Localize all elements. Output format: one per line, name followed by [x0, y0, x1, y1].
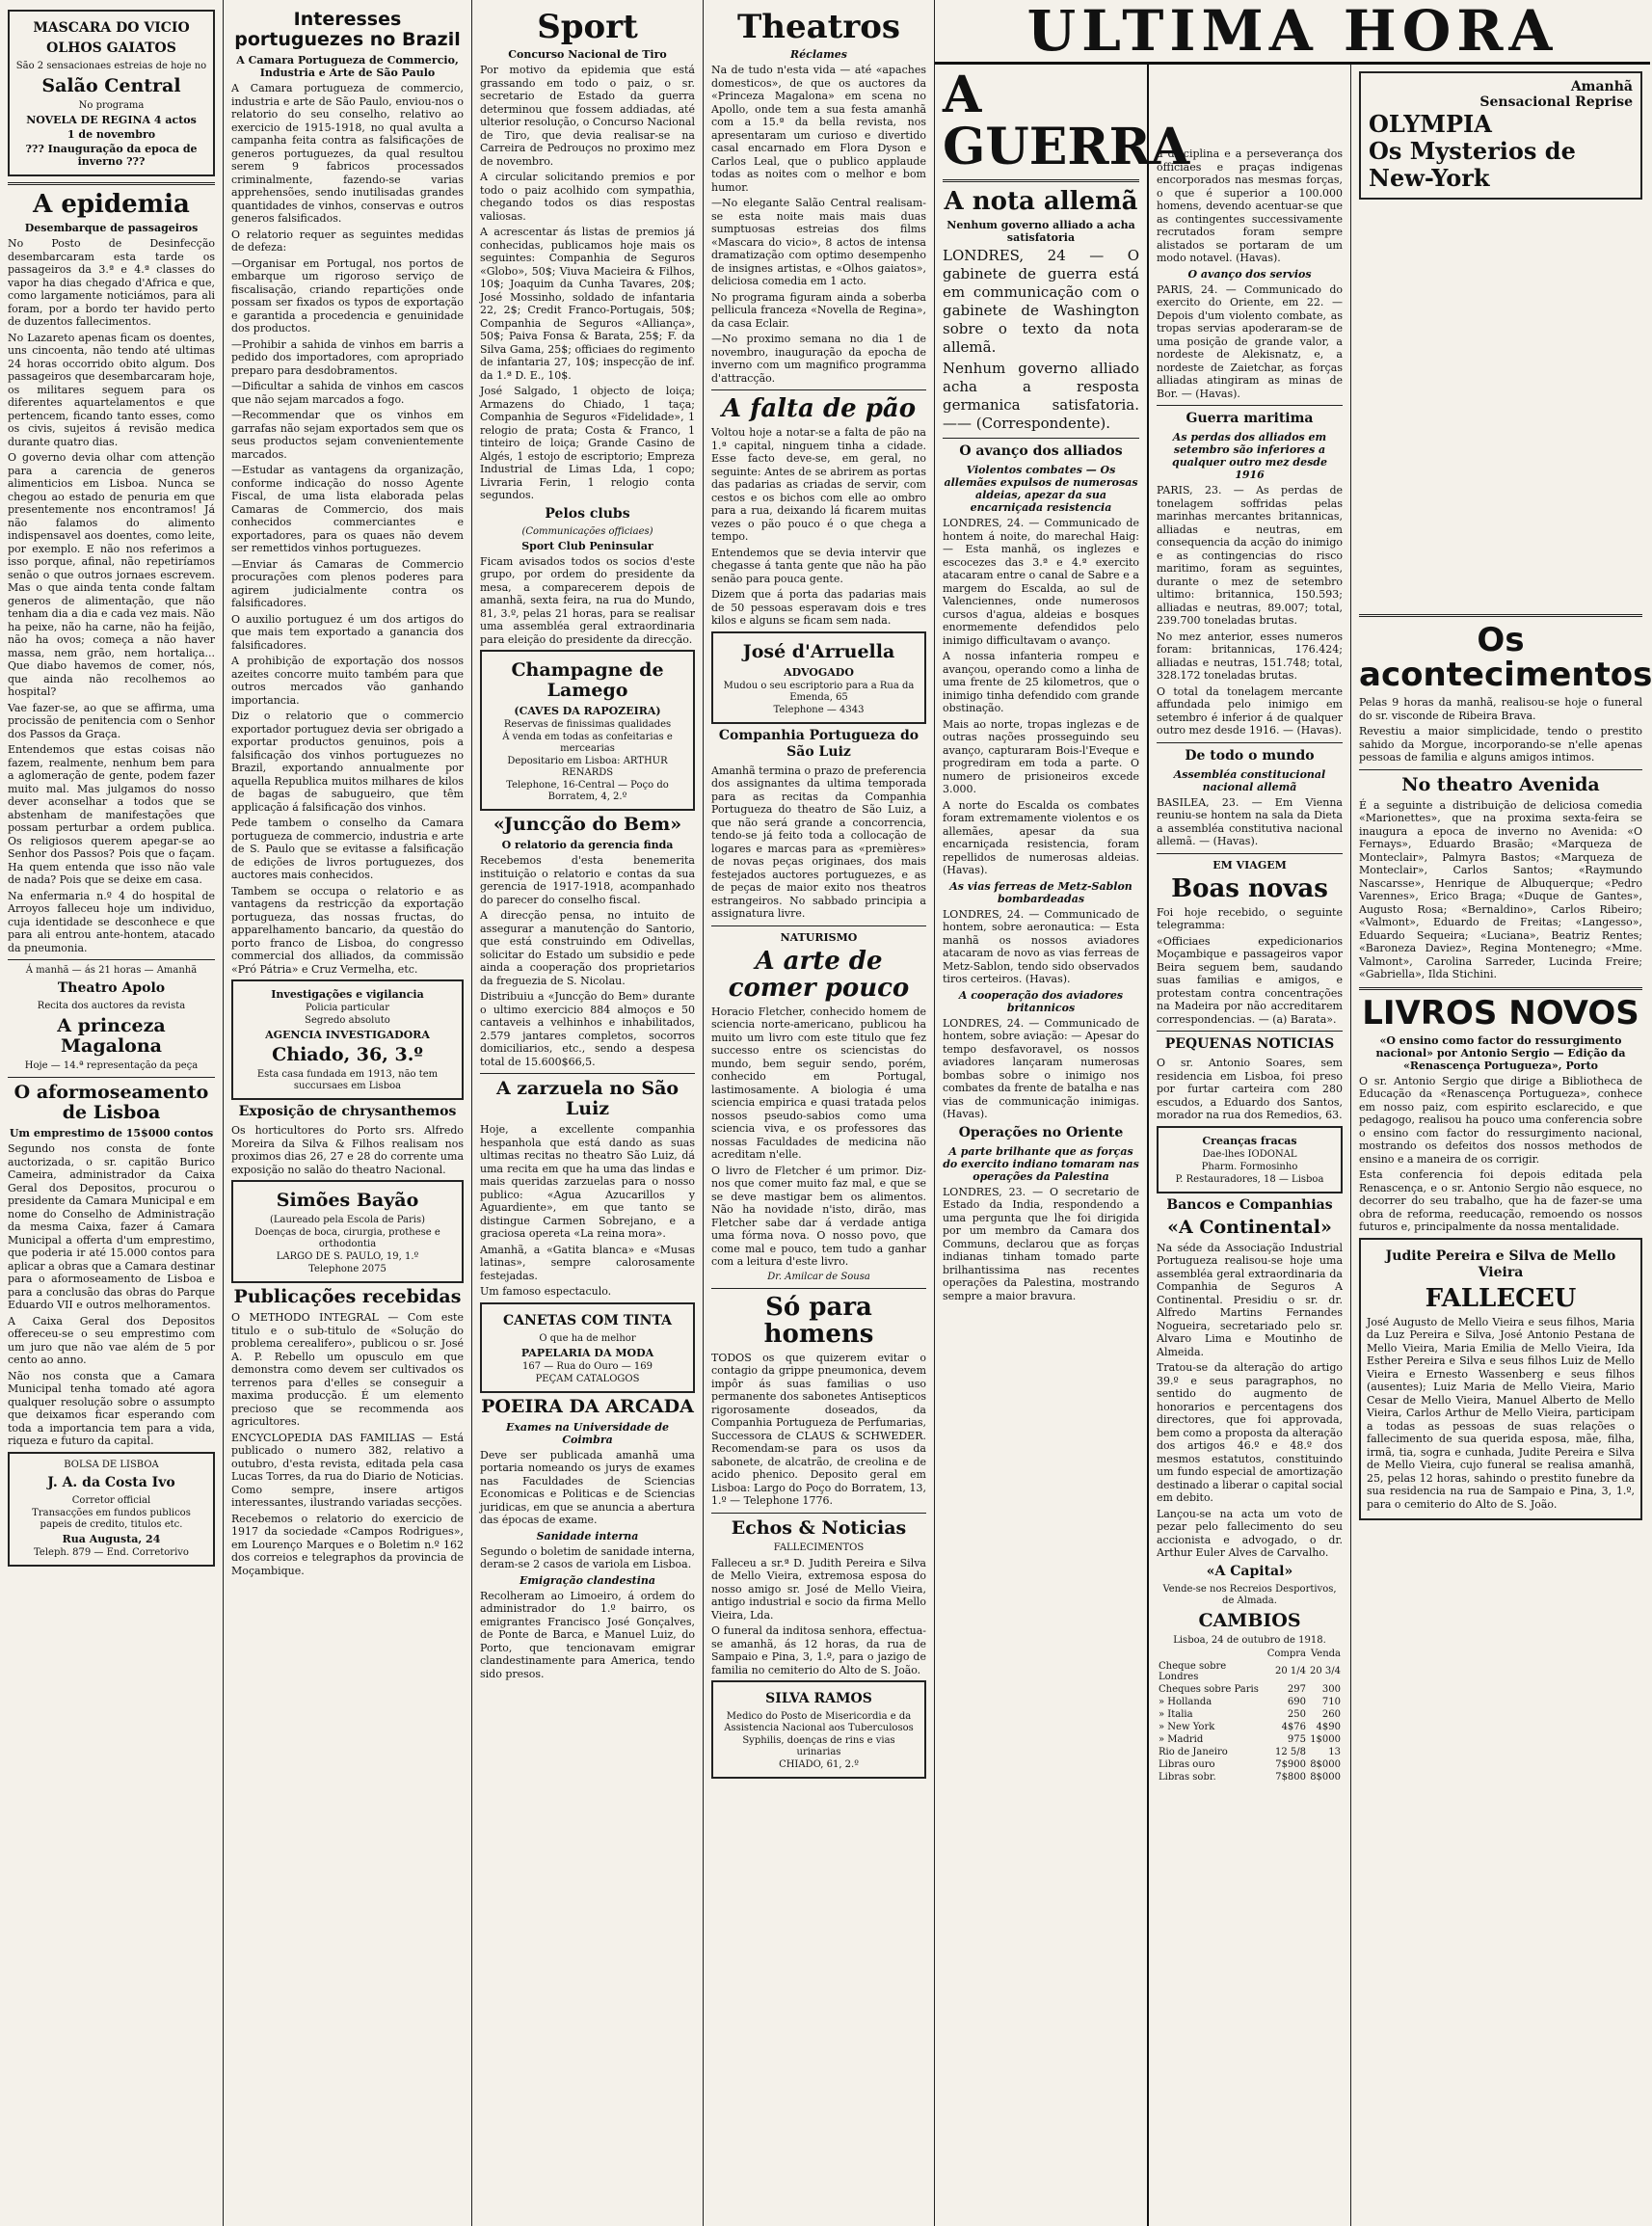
- article-sub-oriente: A parte brilhante que as forças do exercito indiano tomaram nas operações da Palestina: [943, 1144, 1139, 1183]
- cambios-compra: 7$800: [1275, 1771, 1307, 1783]
- article-title-vias: As vias ferreas de Metz-Sablon bombardeadas: [949, 879, 1132, 905]
- cambios-venda: 8$000: [1310, 1771, 1341, 1783]
- canetas-l3: 167 — Rua do Ouro — 169: [521, 1360, 653, 1372]
- paragraph: Ficam avisados todos os socios d'este grupo, por ordem do presidente da mesa, a comparecerem depois de amanhã, sexta feira, na rua do Mundo, 81, 3.º, pelas 21 horas, para se realisar uma assembléa geral extraordinaria para eleição do presidente da direcção.: [480, 554, 695, 646]
- paragraph: A Camara portugueza de commercio, industria e arte de São Paulo, enviou-nos o relatorio do seu conselho, relativo ao exercicio de 1915-1918, no qual avulta a campanha feita contra as falsificações de generos portuguezes, da qual resultou serem 9 fabricos processados criminalmente, fazendo-se varias apprehensões, sendo inutilisadas grandes quantidades de vinhos, conservas e outros generos falsificados.: [231, 82, 464, 225]
- ad-line: São 2 sensacionaes estreias de hoje no: [15, 61, 207, 71]
- cambios-row: [1157, 1758, 1343, 1771]
- article-title-aformoseamento: O aformoseamento de Lisboa: [13, 1082, 209, 1123]
- paragraph: Voltou hoje a notar-se a falta de pão na 1.ª capital, ninguem tinha a cidade. Esse facto deve-se, em geral, no seguinte: Antes de se abrirem as portas das padarias as criadas de servir, com cestos e os bichos com elle ao ombro para a rua, deixando lá ficarem muitas vezes o pão pouco é o que chega a tempo.: [711, 426, 926, 543]
- paragraph: A acrescentar ás listas de premios já conhecidas, publicamos hoje mais os seguintes: Companhia de Seguros «Globo», 50$; Viuva Macieira & Filhos, 10$; Joaquim da Cunha Tavares, 20$; José Mossinho, soldado de infantaria 22, 2$; Credit Franco-Portugais, 50$; Companhia de Seguros «Alliança», 50$; Paiva Fonsa & Barata, 25$; F. da Silva Gama, 25$; officiaes do regimento de infantaria 27, 10$; inspecção de inf. da 1.ª D. E., 10$.: [480, 226, 695, 382]
- paragraph: —No elegante Salão Central realisam-se esta noite mais mais duas sumptuosas estreias dos films «Mascara do vicio», 8 actos de intensa dramatização com optimo desempenho de insignes artistas, e «Olhos gaiatos», deliciosa comedia em 1 acto.: [711, 197, 926, 287]
- ad-simoes-bayao: [231, 1180, 464, 1283]
- article-sub-juncao: O relatorio da gerencia finda: [501, 839, 674, 851]
- article-title-arte-comer: A arte de comer pouco: [728, 946, 910, 1003]
- bolsa-head: BOLSA DE LISBOA: [64, 1459, 159, 1470]
- poeira-h3: Emigração clandestina: [519, 1573, 656, 1587]
- arruella-l2: Telephone — 4343: [773, 704, 865, 715]
- cambios-label: Libras ouro: [1159, 1758, 1215, 1770]
- apolo-name: Theatro Apolo: [57, 980, 166, 996]
- paragraph: Na de tudo n'esta vida — até «apaches domesticos», de que os auctores da «Princeza Magalona» em scena no Apollo, onde tem a sua festa amanhã com a 15.ª da bella revista, nos apresentaram um curioso e divertido casal encarnado em Flora Dyson e Carlos Leal, que o publico applaude todas as noites com o melhor e bom humor.: [711, 64, 926, 194]
- paragraph: Por motivo da epidemia que está grassando em todo o paiz, o sr. secretario de Estado da guerra determinou que fossem addiadas, até ulterior resolução, o Concurso Nacional de Tiro, que devia realisar-se na Carreira de Pedrouços no proximo mez de novembro.: [480, 64, 695, 168]
- section-title-sport: Sport: [537, 8, 638, 46]
- champagne-title: Champagne de Lamego: [511, 659, 664, 701]
- section-title-theatros: Theatros: [736, 8, 901, 46]
- article-sub-mundo: Assembléa constitucional nacional allemã: [1173, 767, 1326, 793]
- investig-l4: Chiado, 36, 3.º: [272, 1044, 423, 1065]
- paragraph: —Dificultar a sahida de vinhos em cascos que não sejam marcados a fogo.: [231, 380, 464, 406]
- apolo-play: A princeza Magalona: [57, 1015, 166, 1057]
- article-title-mundo: De todo o mundo: [1185, 747, 1315, 764]
- bolsa-name: J. A. da Costa Ivo: [47, 1474, 175, 1490]
- article-title-avenida: No theatro Avenida: [1401, 773, 1600, 795]
- paragraph: Foi hoje recebido, o seguinte telegramma:: [1157, 905, 1343, 931]
- article-sub-nota: Nenhum governo alliado a acha satisfatoria: [946, 219, 1135, 244]
- cambios-compra: 975: [1287, 1733, 1307, 1745]
- article-sub-epidemia: Desembarque de passageiros: [24, 222, 199, 234]
- obituary-word: FALLECEU: [1425, 1283, 1577, 1313]
- paragraph: a disciplina e a perseverança dos officiaes e praças indigenas encorporados nas mesmas forças, o que é superior a 100.000 homens, devendo acentuar-se que as contingentes successivamente recrutados foram sempre alistados se portaram de um modo notavel. (Havas).: [1157, 148, 1343, 264]
- apolo-lead: Á manhã — ás 21 horas — Amanhã: [25, 965, 198, 976]
- paragraph: Esta conferencia foi depois editada pela Renascença, e o sr. Antonio Sergio não esquece, no decorrer do seu trabalho, que ha de fazer-se uma obra de reforma, reeducação, remoendo os nossos futuros e, principalmente da nossa mentalidade.: [1359, 1168, 1642, 1233]
- ad-champagne: [480, 650, 695, 811]
- paragraph: Recebemos o relatorio do exercicio de 1917 da sociedade «Campos Rodrigues», em Lourenço Marques e o Boletim n.º 162 dos correios e telegraphos da provincia de Moçambique.: [231, 1512, 464, 1577]
- echos-sub: FALLECIMENTOS: [773, 1542, 865, 1553]
- investig-l1: Policia particular: [305, 1003, 390, 1013]
- pelos-clubs-note: (Communicações officiaes): [521, 525, 653, 537]
- paragraph: Segundo o boletim de sanidade interna, deram-se 2 casos de variola em Lisboa.: [480, 1544, 695, 1570]
- cambios-row: [1157, 1660, 1343, 1683]
- apolo-line: Hoje — 14.ª representação da peça: [24, 1060, 199, 1071]
- pelos-clubs-club: Sport Club Peninsular: [521, 539, 653, 552]
- cambios-venda: 4$90: [1316, 1721, 1341, 1732]
- paragraph: Mais ao norte, tropas inglezas e de outras nações prosseguindo seu avanço, capturaram Bois-l'Eveque e progrediram em toda a parte. O numero de prisioneiros excede 3.000.: [943, 717, 1139, 795]
- paragraph: No Lazareto apenas ficam os doentes, uns cincoenta, não tendo até ultimas 24 horas occorrido obito algum. Dos passageiros que desembarcaram hoje, os militares seguem para os diferentes aquartelamentos e que pertencem, ficando tanto esses, como os civis, sujeitos á revisão medica durante quatro dias.: [8, 331, 215, 448]
- investig-l5: Esta casa fundada em 1913, não tem succursaes em Lisboa: [256, 1069, 439, 1091]
- paragraph: «Officiaes expedicionarios Moçambique e passageiros vapor Beira seguem bem, saudando suas familias e amigos, e protestam contra concentrações na Madeira por não accreditarem correspondencias. — (a) Barata».: [1157, 934, 1343, 1026]
- article-title-bancos: Bancos e Companhias: [1166, 1196, 1333, 1213]
- canetas-l2: PAPELARIA DA MODA: [520, 1346, 654, 1359]
- paragraph: Distribuiu a «Juncção do Bem» durante o ultimo exercicio 884 almoços e 50 cantaveis a velhinhos e inhabilitados, 2.579 jantares completos, socorros domiciliarios, etc., sendo a despesa total de 15.600$66,5.: [480, 990, 695, 1068]
- cambios-label: » Italia: [1159, 1708, 1193, 1720]
- cambios-label: » Hollanda: [1159, 1696, 1212, 1707]
- cambios-row: [1157, 1683, 1343, 1696]
- paragraph: No programa figuram ainda a soberba pellicula franceza «Novella de Regina», da casa Eclair.: [711, 290, 926, 330]
- cambios-table: [1157, 1648, 1343, 1783]
- paragraph: Diz o relatorio que o commercio exportador portuguez devia ser obrigado a exportar productos genuinos, pois a falsificação dos vinhos portuguezes no Brazil, exportando annualmente por aquella Republica muitos milhares de kilos de bagas de sabugueiro, que têm applicação á falsificação dos vinhos.: [231, 710, 464, 814]
- cambios-compra: 250: [1287, 1708, 1307, 1720]
- poeira-h1: Exames na Universidade de Coimbra: [505, 1420, 670, 1446]
- cambios-head-compra: Compra: [1266, 1648, 1307, 1659]
- cambios-compra: 7$900: [1275, 1758, 1307, 1770]
- ad-venue: Salão Central: [41, 75, 181, 96]
- paragraph: Horacio Fletcher, conhecido homem de sciencia norte-americano, publicou ha muito um livro com este titulo que fez successo entre os sciencistas do mundo, bem seguir sendo, porém, conhecido em Portugal, lastimosamente. A biologia é uma sciencia empirica e quasi tratada pelos nossos pseudo-sabios como uma sciencia viva, e os professores das nossas Faculdades de medicina não acreditam n'elle.: [711, 1005, 926, 1161]
- article-sub-aformoseamento: Um emprestimo de 15$000 contos: [9, 1127, 214, 1140]
- article-title-publicacoes: Publicações recebidas: [233, 1286, 462, 1307]
- cambios-venda: 1$000: [1310, 1733, 1341, 1745]
- cambios-row: [1157, 1708, 1343, 1721]
- paragraph: O METHODO INTEGRAL — Com este titulo e o sub-titulo de «Solução do problema cerealifero», publicou o sr. José A. P. Rebello um opusculo em que demonstra como devem ser cultivados os terrenos para d'elles se conseguir a maxima producção. É um elemento precioso que se recommenda aos agricultores.: [231, 1311, 464, 1428]
- article-title-sao-luiz: Companhia Portugueza do São Luiz: [718, 727, 919, 760]
- naturismo-author: Dr. Amilcar de Sousa: [767, 1271, 870, 1282]
- bolsa-addr: Rua Augusta, 24: [62, 1532, 161, 1545]
- paragraph: ENCYCLOPEDIA DAS FAMILIAS — Está publicado o numero 382, relativo a outubro, d'esta revista, editada pela casa Lucas Torres, da rua do Diario de Noticias. Como sempre, insere artigos interessantes, ilustrando variadas secções.: [231, 1431, 464, 1509]
- cambios-row: [1157, 1696, 1343, 1708]
- cambios-label: Libras sobr.: [1159, 1771, 1216, 1783]
- cambios-label: » New York: [1159, 1721, 1215, 1732]
- paragraph: Nenhum governo alliado acha a resposta germanica satisfatoria. —— (Correspondente).: [943, 360, 1139, 432]
- paragraph: Segundo nos consta de fonte auctorizada, o sr. capitão Burico Cameira, administrador da Caixa Geral dos Depositos, procurou o presidente da Camara Municipal e em nome do Conselho de Administração da mesma Caixa, fazer á Camara Municipal a offerta d'um emprestimo, que poderia ir até 15.000 contos para aplicar a obras que a Camara destinar para o aformoseamento de Lisboa e para a conclusão das obras do Parque Eduardo VII e outros melhoramentos.: [8, 1142, 215, 1311]
- article-title-chrysanthemos: Exposição de chrysanthemos: [238, 1104, 457, 1119]
- paragraph: Um famoso espectaculo.: [480, 1285, 612, 1298]
- cambios-date: Lisboa, 24 de outubro de 1918.: [1173, 1634, 1326, 1646]
- simoes-name: Simões Bayão: [276, 1190, 419, 1211]
- paragraph: Lançou-se na acta um voto de pezar pelo fallecimento do seu accionista e advogado, o dr. Arthur Euler Alves de Carvalho.: [1157, 1507, 1343, 1559]
- champagne-sub: (CAVES DA RAPOZEIRA): [514, 705, 661, 717]
- cambios-compra: 12 5/8: [1275, 1746, 1307, 1757]
- apolo-note: Recita dos auctores da revista: [37, 1001, 186, 1011]
- paragraph: BASILEA, 23. — Em Vienna reuniu-se hontem na sala da Dieta a assembléa constitutiva nacional allemã. — (Havas).: [1157, 795, 1343, 847]
- paragraph: A Caixa Geral dos Depositos offereceu-se o seu emprestimo com um juro que não vae além de 5 por cento ao anno.: [8, 1314, 215, 1366]
- paragraph: Deve ser publicada amanhã uma portaria nomeando os jurys de exames nas Faculdades de Sciencias Economicas e Politicas e de Sciencias juridicas, em que se anuncia a abertura das épocas de exame.: [480, 1448, 695, 1526]
- cambios-label: Cheques sobre Paris: [1159, 1683, 1259, 1695]
- ad-novela: NOVELA DE REGINA 4 actos: [26, 114, 197, 126]
- cambios-title: CAMBIOS: [1198, 1609, 1301, 1631]
- paragraph: —Prohibir a sahida de vinhos em barris a pedido dos importadores, com apropriado preparo para desdobramentos.: [231, 337, 464, 377]
- ad-silva-ramos: [711, 1680, 926, 1779]
- champagne-l2: Á venda em todas as confeitarias e mercearias: [502, 732, 673, 754]
- paragraph: TODOS os que quizerem evitar o contagio da grippe pneumonica, devem impôr ás suas familias o uso permanente dos sabonetes Antisepticos rigorosamente doseados, da Companhia Portugueza de Perfumarias, Successora de CLAUS & SCHWEDER. Recomendam-se para os usos da sabonete, de alcatrão, de creolina e de acido phenico. Deposito geral em Lisboa: Largo do Poço do Borratem, 13, 1.º — Telephone 1776.: [711, 1351, 926, 1507]
- paragraph: Não nos consta que a Camara Municipal tenha tomado até agora qualquer resolução sobre o assumpto que deixamos ficar esperando com toda a importancia tem para a vida, riqueza e futuro da capital.: [8, 1369, 215, 1447]
- paragraph: —Organisar em Portugal, nos portos de embarque um rigoroso serviço de fiscalisação, criando repartições onde possam ser fixados os typos de exportação e garantida a procedencia e genuinidade dos productos.: [231, 256, 464, 335]
- article-title-juncao: «Juncção do Bem»: [493, 814, 682, 835]
- column-3: [472, 0, 704, 2226]
- paragraph: O funeral da inditosa senhora, effectua-se amanhã, ás 12 horas, da rua de Sampaio e Pina, 3, 1.º, para o jazigo de familia no cemiterio do Alto de S. João.: [711, 1624, 926, 1676]
- simoes-l3: LARGO DE S. PAULO, 19, 1.º: [276, 1251, 419, 1262]
- paragraph: A prohibição de exportação dos nossos azeites concorre muito também para que outros mercados vão ganhando importancia.: [231, 655, 464, 707]
- ad-salao-central: [8, 10, 215, 176]
- arruella-role: ADVOGADO: [784, 665, 854, 679]
- masthead-title: ULTIMA HORA: [1026, 0, 1559, 64]
- article-title-homens: Só para homens: [763, 1292, 874, 1349]
- paragraph: O governo devia olhar com attenção para a carencia de generos alimenticios em Lisboa. Nunca se chegou ao estado de penuria em que presentemente nos encontramos! Já não falamos do alimento indispensavel aos doentes, como leite, por exemplo. E não nos referimos a isso porque, afinal, não repetiríamos senão o que outros jornaes escrevem. Mas o que ainda tenta conde faltam generos de alimentação, que não tenham dia a dia e cada vez mais. Não ha peixe, não ha carne, não ha feijão, não ha ovos; começa a não haver massa, nem grão, nem hortaliça... Que diabo havemos de comer, nós, que ainda não recolhemos ao hospital?: [8, 451, 215, 698]
- theatros-reclames: Réclames: [790, 48, 847, 61]
- ad-inauguration: ??? Inauguração da epoca de inverno ???: [25, 143, 198, 168]
- paragraph: Na séde da Associação Industrial Portugueza realisou-se hoje uma assembléa geral extraordinaria da Companhia de Seguros A Continental. Presidiu o sr. dr. Alfredo Martins Fernandes Nogueira, secretariado pelo sr. Alvaro Lima e Moutinho de Almeida.: [1157, 1241, 1343, 1358]
- paragraph: No mez anterior, esses numeros foram: britannicas, 176.424; alliadas e neutras, 151.748; total, 328.172 toneladas brutas.: [1157, 630, 1343, 682]
- ad-canetas: [480, 1302, 695, 1393]
- simoes-l2: Doenças de boca, cirurgia, prothese e orthodontia: [254, 1227, 440, 1249]
- masthead: [935, 0, 1650, 65]
- paragraph: Amanhã, a «Gatita blanca» e «Musas latinas», sempre calorosamente festejadas.: [480, 1243, 695, 1282]
- paragraph: —Estudar as vantagens da organização, conforme indicação do nosso Agente Fiscal, de uma lista elaborada pelas Camaras de Commercio, dos mais conhecidos commerciantes e exportadores, para os quaes não devem ser remettidos vinhos portuguezes.: [231, 464, 464, 554]
- obituary-name: Judite Pereira e Silva de Mello Vieira: [1385, 1247, 1616, 1280]
- olympia-right: [1479, 79, 1633, 110]
- ad-creancas: [1157, 1126, 1343, 1193]
- cambios-venda: 13: [1328, 1746, 1341, 1757]
- paragraph: Dizem que á porta das padarias mais de 50 pessoas esperavam dois e tres kilos e alguns se ficam sem nada.: [711, 588, 926, 627]
- paragraph: A nossa infanteria rompeu e avançou, operando como a linha de uma frente de 25 kilometros, que o inimigo tinha defendido com grande obstinação.: [943, 650, 1139, 714]
- ad-investigacoes: [231, 979, 464, 1100]
- article-title-coop: A cooperação dos aviadores britannicos: [958, 988, 1124, 1014]
- article-sub-maritima: As perdas dos alliados em setembro são inferiores a qualquer outro mez desde 1916: [1172, 431, 1327, 481]
- paragraph: Revestiu a maior simplicidade, tendo o prestito sahido da Morgue, incorporando-se n'elle apenas pessoas de familia e alguns amigos intimos.: [1359, 725, 1642, 764]
- paragraph: Amanhã termina o prazo de preferencia dos assignantes da ultima temporada para as recitas da Companhia Portugueza do theatro de São Luiz, a que não será grande a concorrencia, tendo-se já feito toda a collocação de logares e marcas para as «premières» de novas peças originaes, dos mais festejados auctores portuguezes, e as de peças de maior exito nos theatros estrangeiros. No sabbado principia a assignatura livre.: [711, 764, 926, 920]
- cambios-compra: 690: [1287, 1696, 1307, 1707]
- cambios-compra: 20 1/4: [1275, 1666, 1307, 1676]
- paragraph: LONDRES, 24. — Communicado de hontem á noite, do marechal Haig: — Esta manhã, os inglezes e escocezes das 3.ª e 4.ª exercito atacaram entre o canal de Sabre e a margem do Escalda, ao sul de Valenciennes, onde numerosos cursos d'agua, aldeias e bosques enormemente defendidos pelo inimigo difficultavam o avanço.: [943, 517, 1139, 647]
- paragraph: Tratou-se da alteração do artigo 39.º e seus paragraphos, no sentido do augmento de honorarios e percentagens dos directores, que foi approvada, bem como a proposta da alteração dos artigos 46.º e 48.º dos mesmos estatutos, constituindo um fundo especial de amortização destinado a liberar o capital social em debito.: [1157, 1361, 1343, 1504]
- capital-title: «A Capital»: [1206, 1563, 1293, 1579]
- canetas-l1: O que ha de melhor: [539, 1332, 636, 1344]
- paragraph: A direcção pensa, no intuito de assegurar a manutenção do Santorio, que está construindo em Odivellas, solicitar do Estado um subsidio e pede ainda a cooperação dos proprietarios da freguezia de S. Nicolau.: [480, 909, 695, 987]
- section-title-guerra: A GUERRA: [943, 66, 1190, 176]
- paragraph: Pelas 9 horas da manhã, realisou-se hoje o funeral do sr. visconde de Ribeira Brava.: [1359, 696, 1642, 722]
- paragraph: Na enfermaria n.º 4 do hospital de Arroyos falleceu hoje um individuo, cuja identidade se desconhece e que para ali entrou ante-hontem, atacado da pneumonia.: [8, 889, 215, 954]
- obituary-judite: [1359, 1238, 1642, 1521]
- silva-ramos-l1: Medico do Posto de Misericordia e da Assistencia Nacional aos Tuberculosos: [724, 1711, 914, 1733]
- investig-l2: Segredo absoluto: [305, 1015, 390, 1026]
- article-title-avanco: O avanço dos alliados: [959, 443, 1123, 459]
- paragraph: O total da tonelagem mercante affundada pelo inimigo em setembro é inferior á de qualquer outro mez desde 1916. — (Havas).: [1157, 684, 1343, 737]
- ad-bolsa: [8, 1452, 215, 1567]
- paragraph: Pede tambem o conselho da Camara portugueza de commercio, industria e arte de S. Paulo que se evitasse a falsificação de edições de livros portuguezes, dos auctores mais conhecidos.: [231, 817, 464, 881]
- bolsa-line: Transacções em fundos publicos papeis de credito, titulos etc.: [32, 1507, 191, 1530]
- cambios-venda: 20 3/4: [1310, 1666, 1342, 1676]
- column-4: [704, 0, 935, 2226]
- champagne-l4: Telephone, 16-Central — Poço do Borratem, 4, 2.º: [506, 780, 669, 802]
- creancas-l1: Dae-lhes IODONAL: [1202, 1148, 1297, 1160]
- ad-olympia: [1359, 71, 1642, 200]
- article-sub-avanco: Violentos combates — Os allemães expulsos de numerosas aldeias, apezar da sua encarniçada resistencia: [944, 464, 1138, 514]
- ad-date: 1 de novembro: [67, 128, 156, 141]
- paragraph: O livro de Fletcher é um primor. Diz-nos que comer muito faz mal, e que se se deve mastigar bem os alimentos. Não ha novidade n'isto, dirão, mas Fletcher sabe dar á verdade antiga uma fórma nova. O nosso povo, que come mal e pouco, tem tudo a ganhar com a leitura d'este livro.: [711, 1164, 926, 1268]
- paragraph: LONDRES, 24 — O gabinete de guerra está em communicação com o gabinete de Washington sobre o texto da nota allemã.: [943, 247, 1139, 356]
- cambios-row: [1157, 1746, 1343, 1758]
- paragraph: O sr. Antonio Soares, sem residencia em Lisboa, foi preso por furtar carteira com 280 escudos, a Eduardo dos Santos, morador na rua dos Remedios, 63.: [1157, 1057, 1343, 1121]
- paragraph: Falleceu a sr.ª D. Judith Pereira e Silva de Mello Vieira, extremosa esposa do nosso amigo sr. José de Mello Vieira, antigo industrial e socio da firma Mello Vieira, Lda.: [711, 1556, 926, 1622]
- article-title-nota: A nota allemã: [944, 187, 1138, 216]
- paragraph: PARIS, 24. — Communicado do exercito do Oriente, em 22. — Depois d'um violento combate, as tropas servias apoderaram-se de uma posição de grande valor, a nordeste de Alekisnatz, e, a nordeste de Zaietchar, as forças alliadas atingiram as minas de Bor. — (Havas).: [1157, 282, 1343, 400]
- investig-title: Investigações e vigilancia: [271, 988, 424, 1001]
- paragraph: LONDRES, 23. — O secretario de Estado da India, respondendo a uma pergunta que lhe foi dirigida por um membro da Camara dos Communs, declarou que as forças indianas tinham tomado parte brilhantissima nas recentes operações da Palestina, mostrando sempre a maior bravura.: [943, 1185, 1139, 1302]
- creancas-title: Creanças fracas: [1202, 1134, 1297, 1147]
- poeira-h2: Sanidade interna: [536, 1529, 639, 1542]
- paragraph: Os horticultores do Porto srs. Alfredo Moreira da Silva & Filhos realisam nos proximos dias 26, 27 e 28 do corrente uma exposição no salão do theatro Nacional.: [231, 1124, 464, 1176]
- silva-ramos-l3: CHIADO, 61, 2.º: [779, 1759, 859, 1770]
- champagne-l3: Depositario em Lisboa: ARTHUR RENARDS: [507, 756, 668, 778]
- pelos-clubs-title: Pelos clubs: [545, 505, 630, 522]
- ad-title-1: MASCARA DO VICIO: [33, 20, 190, 36]
- column-2: [224, 0, 472, 2226]
- ad-prog-label: No programa: [78, 100, 145, 111]
- article-title-oriente: Operações no Oriente: [958, 1124, 1124, 1140]
- bolsa-tel: Teleph. 879 — End. Corretorivo: [34, 1546, 189, 1558]
- livros-sub: «O ensino como factor do ressurgimento nacional» por Antonio Sergio — Edição da «Renascença Portugueza», Porto: [1375, 1033, 1626, 1072]
- cambios-venda: 300: [1321, 1683, 1341, 1695]
- paragraph: —Enviar ás Camaras de Commercio procurações com plenos poderes para agirem judicialmente contra os falsificadores.: [231, 557, 464, 609]
- capital-line: Vende-se nos Recreios Desportivos, de Almada.: [1162, 1583, 1337, 1606]
- simoes-l4: Telephone 2075: [308, 1264, 386, 1274]
- article-title-interesses: Interesses portuguezes no Brazil: [234, 9, 461, 50]
- paragraph: —No proximo semana no dia 1 de novembro, inauguração da epocha de inverno com um magnifico programma d'attracção.: [711, 333, 926, 385]
- cambios-venda: 710: [1321, 1696, 1341, 1707]
- olympia-r2: Sensacional Reprise: [1479, 94, 1633, 110]
- ad-arruella: [711, 631, 926, 724]
- paragraph: José Augusto de Mello Vieira e seus filhos, Maria da Luz Pereira e Silva, José Antonio Pestana de Mello Vieira, Maria Emilia de Mello Vieira, Ida Esther Pereira e Silva e seus filhos Luiz de Mello Vieira e Ernesto Wassenberg e seus filhos (ausentes); Luiz Maria de Mello Vieira, Mario Cesar de Mello Vieira, Manuel Alberto de Mello Vieira, Carlos Arthur de Mello Vieira, participam a todas as pessoas de suas relações o fallecimento de sua querida esposa, mãe, filha, irmã, tia, sogra e cunhada, Judite Pereira e Silva de Mello Vieira, cujo funeral se realisa amanhã, 25, pelas 12 horas, sahindo o prestito funebre da sua residencia na rua de Sampaio e Pina, 3, 1.º, para o cemiterio do Alto de S. João.: [1367, 1315, 1635, 1511]
- article-title-epidemia: A epidemia: [33, 190, 190, 219]
- cambios-row: [1157, 1721, 1343, 1733]
- paragraph: Tambem se occupa o relatorio e as vantagens da restricção da exportação portugueza, das nossas fructas, do apparelhamento bancario, da questão do porto franco de Lisboa, do congresso commercial dos alliados, da commissão «Pró Pátria» e Cruz Vermelha, etc.: [231, 884, 464, 976]
- cambios-row: [1157, 1771, 1343, 1783]
- naturismo-label: NATURISMO: [780, 930, 858, 944]
- article-title-zarzuela: A zarzuela no São Luiz: [495, 1078, 679, 1119]
- article-sub-interesses: A Camara Portugueza de Commercio, Industria e Arte de São Paulo: [236, 54, 459, 79]
- cambios-label: Cheque sobre Londres: [1159, 1660, 1227, 1682]
- olympia-name: OLYMPIA: [1369, 110, 1492, 138]
- champagne-l1: Reservas de finissimas qualidades: [503, 719, 672, 730]
- viagem-label: EM VIAGEM: [1212, 858, 1287, 872]
- silva-ramos-l2: Syphilis, doenças de rins e vias urinarias: [742, 1735, 895, 1757]
- article-title-pequenas: PEQUENAS NOTICIAS: [1164, 1036, 1335, 1052]
- column-7: [1351, 0, 1650, 2226]
- section-title-livros: LIVROS NOVOS: [1362, 993, 1639, 1033]
- article-title-boas-novas: Boas novas: [1171, 873, 1328, 903]
- canetas-l4: PEÇAM CATALOGOS: [535, 1373, 640, 1384]
- paragraph: Hoje, a excellente companhia hespanhola que está dando as suas ultimas recitas no theatro São Luiz, dá uma recita em que ha uma das lindas e mais queridas zarzuelas para o nosso publico: «Agua Azucarillos y Aguardiente», em que tanto se distingue Carmen Sobrejano, e a graciosa opereta «La reina mora».: [480, 1123, 695, 1240]
- paragraph: Recolheram ao Limoeiro, á ordem do administrador do 1.º bairro, os emigrantes Francisco José Gonçalves, de Ponte de Barca, e Manuel Luiz, do Porto, que tencionavam emigrar clandestinamente para America, tendo sido presos.: [480, 1589, 695, 1680]
- column-1: [0, 0, 224, 2226]
- paragraph: Recebemos d'esta benemerita instituição o relatorio e contas da sua gerencia de 1917-1918, acompanhado do parecer do conselho fiscal.: [480, 854, 695, 906]
- ad-title-2: OLHOS GAIATOS: [46, 40, 176, 56]
- column-6: [1149, 0, 1351, 2226]
- section-title-echos: Echos & Noticias: [731, 1516, 907, 1539]
- silva-ramos-name: SILVA RAMOS: [765, 1691, 872, 1706]
- cambios-head-venda: Venda: [1310, 1648, 1341, 1659]
- article-title-maritima: Guerra maritima: [1186, 411, 1314, 426]
- cambios-compra: 4$76: [1281, 1721, 1307, 1732]
- olympia-title: Os Mysterios de New-York: [1369, 137, 1576, 192]
- cambios-label: Rio de Janeiro: [1159, 1746, 1228, 1757]
- olympia-r1: Amanhã: [1570, 79, 1633, 94]
- paragraph: LONDRES, 24. — Communicado de hontem, sobre aviação: — Apesar do tempo desfavoravel, os nossos aviadores lançaram numerosas bombas sobre o inimigo nos combates da frente de batalha e nas vias de communicação inimigas. (Havas).: [943, 1016, 1139, 1120]
- bolsa-role: Corretor official: [71, 1494, 151, 1506]
- paragraph: PARIS, 23. — As perdas de tonelagem soffridas pelas marinhas mercantes britannicas, alliadas e neutras, em consequencia da acção do inimigo e as contingencias do risco maritimo, foram as seguintes, durante o mez de setembro ultimo: britannica, 150.593; alliadas e neutras, 89.007; total, 239.700 toneladas brutas.: [1157, 484, 1343, 627]
- arruella-name: José d'Arruella: [742, 640, 895, 662]
- simoes-l1: (Laureado pela Escola de Paris): [269, 1215, 425, 1225]
- cambios-venda: 260: [1321, 1708, 1341, 1720]
- paragraph: LONDRES, 24. — Communicado de hontem, sobre aeronautica: — Esta manhã os nossos aviadores atacaram de novo as vias ferreas de Metz-Sablon, tendo sido observados tiros certeiros. (Havas).: [943, 907, 1139, 985]
- arruella-l1: Mudou o seu escriptorio para a Rua da Emenda, 65: [723, 680, 915, 703]
- paragraph: Entendemos que estas coisas não fazem, realmente, nenhum bem para a aglomeração de gente, podem fazer muito mal. Mas julgamos do nosso dever aconselhar a todos que se abstenham de manifestações que possam perturbar a ordem publica. Os religiosos querem apegar-se ao Senhor dos Passos? Pois que o façam. Ha quem entenda que isso não vale de nada? Pois que se deixe em casa.: [8, 743, 215, 886]
- article-sub-sport: Concurso Nacional de Tiro: [508, 48, 667, 61]
- paragraph: A norte do Escalda os combates foram extremamente violentos e os allemães, apesar da sua encarniçada resistencia, foram repellidos de numerosas aldeias. (Havas).: [943, 798, 1139, 876]
- paragraph: O auxilio portuguez é um dos artigos do que mais tem exportado a ganancia dos falsificadores.: [231, 612, 464, 652]
- paragraph: A circular solicitando premios e por todo o paiz acolhido com sympathia, chegando todos os dias respostas valiosas.: [480, 171, 695, 223]
- paragraph: Entendemos que se devia intervir que chegasse á tanta gente que não ha pão senão para pouca gente.: [711, 546, 926, 585]
- paragraph: O relatorio requer as seguintes medidas de defeza:: [231, 228, 464, 254]
- cambios-venda: 8$000: [1310, 1758, 1341, 1770]
- cambios-compra: 297: [1287, 1683, 1307, 1695]
- paragraph: No Posto de Desinfecção desembarcaram esta tarde os passageiros da 3.ª e 4.ª classes do vapor ha dias chegado d'Africa e que, como largamente noticiámos, para ali foram, por a bordo ter havido perto de duzentos fallecimentos.: [8, 237, 215, 328]
- cambios-row: [1157, 1733, 1343, 1746]
- section-title-poeira: POEIRA DA ARCADA: [481, 1395, 694, 1417]
- article-title-acontecimentos: Os acontecimentos: [1359, 621, 1652, 694]
- cambios-label: » Madrid: [1159, 1733, 1204, 1745]
- creancas-l3: P. Restauradores, 18 — Lisboa: [1175, 1173, 1324, 1185]
- paragraph: —Recommendar que os vinhos em garrafas não sejam exportados sem que os seus productos sejam convenientemente marcados.: [231, 409, 464, 461]
- creancas-l2: Pharm. Formosinho: [1201, 1161, 1298, 1172]
- paragraph: José Salgado, 1 objecto de loiça; Armazens do Chiado, 1 taça; Companhia de Seguros «Fidelidade», 1 relogio de prata; Costa & Franco, 1 tinteiro de loiça; Grande Casino de Algés, 1 estojo de escriptorio; Empreza Industrial de Limas Lda, 1 copo; Livraria Ferin, 1 relogio conta segundos.: [480, 385, 695, 501]
- bancos-name: «A Continental»: [1167, 1216, 1332, 1238]
- paragraph: O sr. Antonio Sergio que dirige a Bibliotheca de Educação da «Renascença Portugueza», conhece em nosso paiz, com espirito esclarecido, e que pedagogo, realisou ha pouco uma conferencia sobre o ensino com factor do ressurgimento nacional, mostrando os defeitos dos nossos methodos de ensino e a maneira de os corrigir.: [1359, 1074, 1642, 1166]
- paragraph: Vae fazer-se, ao que se affirma, uma procissão de penitencia com o Senhor dos Passos da Graça.: [8, 701, 215, 740]
- paragraph: É a seguinte a distribuição de deliciosa comedia «Marionettes», que na proxima sexta-feira se inaugura a epoca de inverno no Avenida: «O Fernays», Eduardo Brasão; «Marqueza de Monteclair», Palmyra Bastos; «Marqueza de Monteclair», Carlos Santos; «Raymundo Nascarsse», Henrique de Albuquerque; «Pedro Varennes», Erico Braga; «Duque de Gantes», Augusto Rosa; «Bernaldino», Carlos Ribeiro; «Valmont», Eduardo de Freitas; «Langesso», Eduardo Sequeira; «Luciana», Beatriz Rentes; «Baroneza Daviez», Regina Montenegro; «Mme. Valmont», Carolina Sarreder, Lucinda Freire; «Gabriella», Ilda Stichini.: [1359, 798, 1642, 980]
- article-title-falta-pao: A falta de pão: [721, 394, 917, 423]
- canetas-title: CANETAS COM TINTA: [503, 1312, 672, 1328]
- article-title-servios: O avanço dos servios: [1187, 267, 1312, 281]
- investig-l3: AGENCIA INVESTIGADORA: [265, 1029, 430, 1041]
